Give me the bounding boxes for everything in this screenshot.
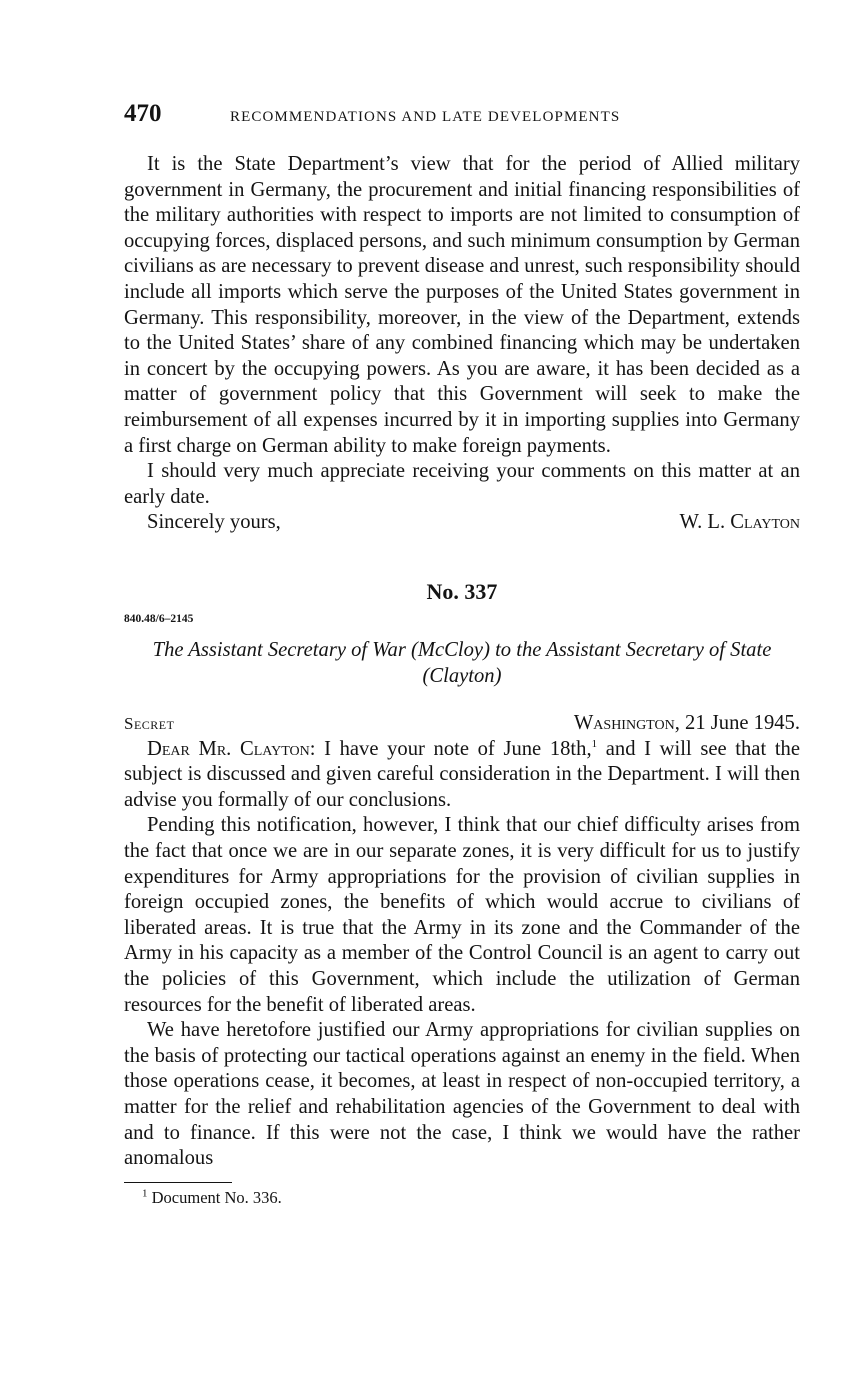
- dateline-date: , 21 June 1945.: [674, 712, 800, 735]
- salutation: Dear Mr. Clayton: [147, 737, 310, 760]
- signature: W. L. Clayton: [679, 511, 800, 534]
- complimentary-close: Sincerely yours,: [147, 511, 281, 534]
- document-heading: The Assistant Secretary of War (McCloy) to the Assistant Secretary of State (Clayton): [152, 638, 772, 687]
- place-date: [574, 711, 800, 737]
- running-head: [124, 100, 800, 136]
- document-page: [124, 100, 800, 1209]
- footnote: [124, 1187, 800, 1209]
- dateline: [124, 711, 800, 737]
- page-number: 470: [124, 100, 162, 127]
- footnote-reference: 1: [591, 737, 598, 750]
- paragraph-text: : I have your note of June 18th,: [309, 737, 592, 760]
- letter-paragraph: It is the State Department’s view that for the period of Allied military government in Germany, the procurement and initial financing responsibilities of the military authorities with respect to imports are not limited to consumption of occupying forces, displaced persons, and such minimum consumption by German civilians as are necessary to prevent disease and unrest, such responsibility should include all imports which serve the purposes of the United States government in Germany. This responsibility, moreover, in the view of the Department, extends to the United States’ share of any combined financing which may be undertaken in concert by the occupying powers. As you are aware, it has been decided as a matter of government policy that this Government will seek to make the reimbursement of all expenses incurred by it in importing supplies into Germany a first charge on German ability to make foreign payments.: [124, 153, 800, 457]
- letter-paragraph: Pending this notification, however, I think that our chief difficulty arises from the fact that once we are in our separate zones, it is very difficult for us to justify expenditures for Army appropriations for the provision of civilian supplies in foreign occupied zones, the benefits of which would accrue to civilians of liberated areas. It is true that the Army in its zone and the Commander of the Army in his capacity as a member of the Control Council is an agent to carry out the policies of this Government, which include the utilization of German resources for the benefit of liberated areas.: [124, 814, 800, 1016]
- classification-marking: Secret: [124, 714, 175, 734]
- footnote-text: Document No. 336.: [147, 1187, 282, 1207]
- file-reference: 840.48/6–2145: [124, 612, 194, 625]
- footnote-marker: 1: [142, 1187, 148, 1200]
- letter-paragraph: [124, 737, 800, 814]
- paragraph-text: and I will see that the subject is discussed and given careful consideration in the Department. I will then advise you formally of our conclusions.: [124, 737, 800, 811]
- document-number: No. 337: [426, 578, 498, 604]
- letter-paragraph: We have heretofore justified our Army appropriations for civilian supplies on the basis of protecting our tactical operations against an enemy in the field. When those operations cease, it becomes, at least in respect of non-occupied territory, a matter for the relief and rehabilitation agencies of the Government to deal with and to finance. If this were not the case, I think we would have the rather anomalous: [124, 1019, 800, 1170]
- footnote-rule: [124, 1182, 232, 1183]
- dateline-place: Washington: [573, 712, 675, 735]
- letter-paragraph: I should very much appreciate receiving your comments on this matter at an early date.: [124, 460, 800, 508]
- running-title: RECOMMENDATIONS AND LATE DEVELOPMENTS: [230, 109, 621, 125]
- letter-closing: [124, 510, 800, 536]
